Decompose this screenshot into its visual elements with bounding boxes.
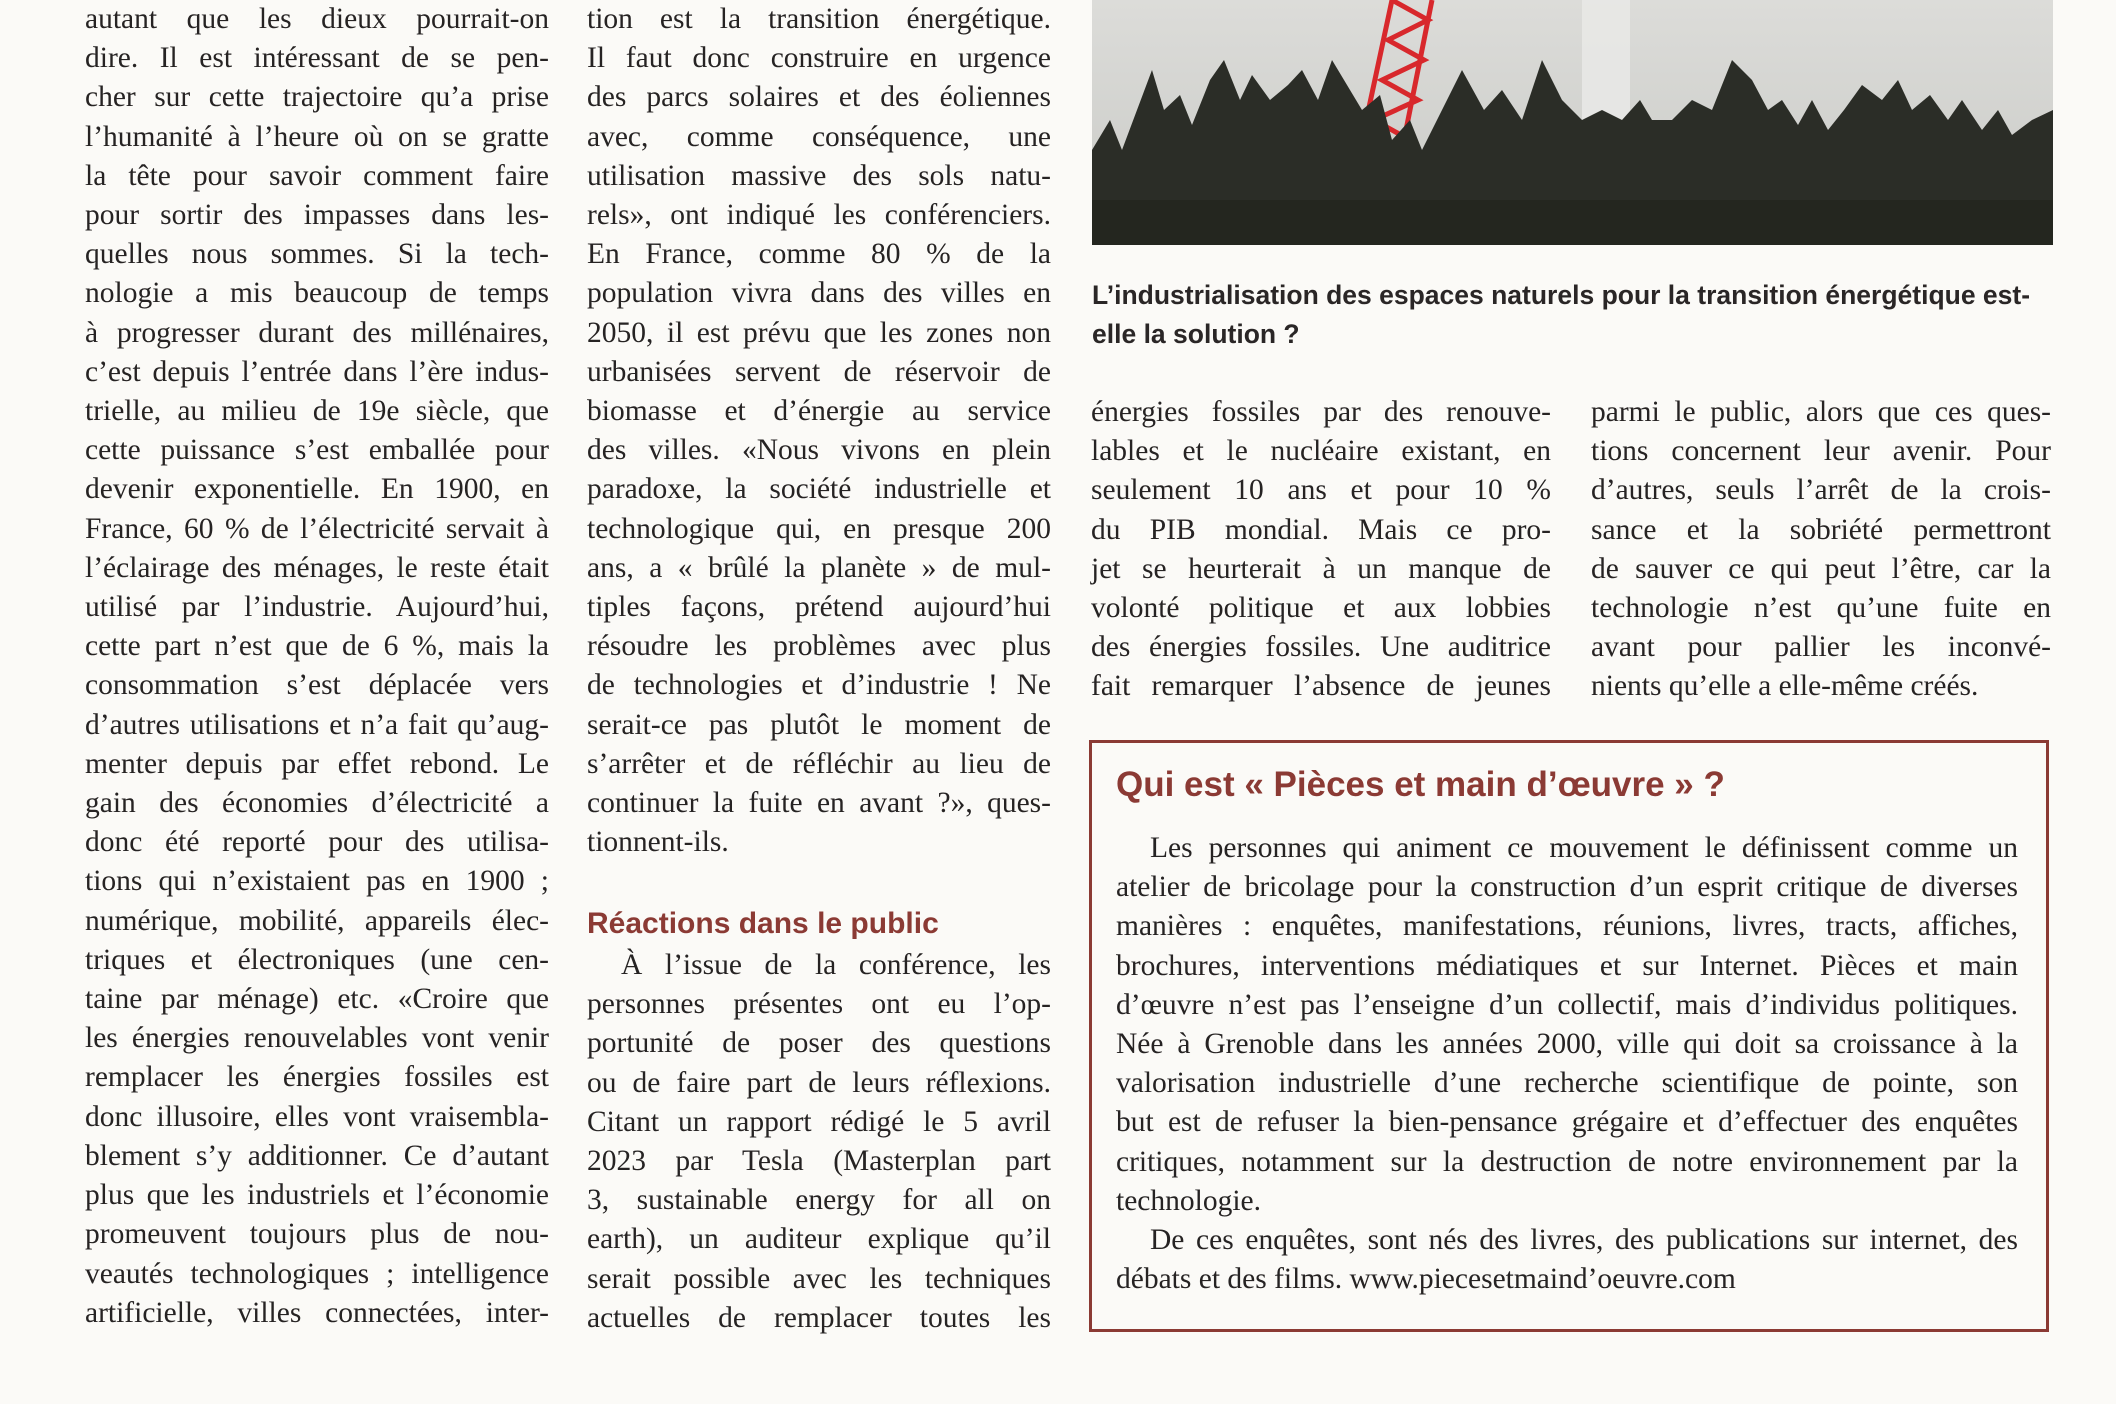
text-line: autant que les dieux pourrait-on xyxy=(85,3,549,35)
text-line: cette puissance s’est emballée pour xyxy=(85,434,549,467)
info-box-body xyxy=(1116,829,2018,1299)
text-line: tiples façons, prétend aujourd’hui xyxy=(587,591,1051,624)
text-line: tionnent-ils. xyxy=(587,826,729,859)
article-column-2-continued xyxy=(587,946,1051,1338)
text-line: earth), un auditeur explique qu’il xyxy=(587,1223,1051,1256)
text-line: dire. Il est intéressant de se pen- xyxy=(85,42,549,75)
text-line: 2023 par Tesla (Masterplan part xyxy=(587,1145,1051,1178)
text-line: sance et la sobriété permettront xyxy=(1591,513,2051,546)
text-line: but est de refuser la bien-pensance grégaire et d’effectuer des enquêtes xyxy=(1116,1106,2018,1139)
text-line: paradoxe, la société industrielle et xyxy=(587,473,1051,506)
text-line: remplacer les énergies fossiles est xyxy=(85,1061,549,1094)
photo-caption: L’industrialisation des espaces naturels pour la transition énergétique est-elle la solution ? xyxy=(1092,280,2031,349)
article-column-3 xyxy=(1091,393,1551,707)
text-line: des villes. «Nous vivons en plein xyxy=(587,434,1051,467)
text-line: serait-ce pas plutôt le moment de xyxy=(587,708,1051,741)
text-line: résoudre les problèmes avec plus xyxy=(587,630,1051,663)
text-line: technologie n’est qu’une fuite en xyxy=(1591,592,2051,625)
text-line: France, 60 % de l’électricité servait à xyxy=(85,512,549,545)
text-line: s’arrêter et de réfléchir au lieu de xyxy=(587,747,1051,780)
text-line: seulement 10 ans et pour 10 % xyxy=(1091,474,1551,507)
text-line: fait remarquer l’absence de jeunes xyxy=(1091,670,1551,703)
section-subheading: Réactions dans le public xyxy=(587,907,939,940)
text-line: menter depuis par effet rebond. Le xyxy=(85,747,549,780)
text-line: débats et des films. www.piecesetmaind’oeuvre.com xyxy=(1116,1263,1736,1296)
text-line: 2050, il est prévu que les zones non xyxy=(587,316,1051,349)
text-line: actuelles de remplacer toutes les xyxy=(587,1301,1051,1334)
text-line: taine par ménage) etc. «Croire que xyxy=(85,983,549,1016)
text-line: trielle, au milieu de 19e siècle, que xyxy=(85,395,549,428)
text-line: des énergies fossiles. Une auditrice xyxy=(1091,631,1551,664)
text-line: portunité de poser des questions xyxy=(587,1027,1051,1060)
text-line: lables et le nucléaire existant, en xyxy=(1091,435,1551,468)
text-line: la tête pour savoir comment faire xyxy=(85,159,549,192)
text-line: des parcs solaires et des éoliennes xyxy=(587,81,1051,114)
text-line: De ces enquêtes, sont nés des livres, des publications sur internet, des xyxy=(1150,1224,2018,1257)
info-box-paragraph-2 xyxy=(1116,1221,2018,1299)
text-line: à progresser durant des millénaires, xyxy=(85,316,549,349)
info-box-paragraph-1 xyxy=(1116,829,2018,1221)
text-line: blement s’y additionner. Ce d’autant xyxy=(85,1139,549,1172)
text-line: technologique qui, en presque 200 xyxy=(587,512,1051,545)
text-line: gain des économies d’électricité a xyxy=(85,787,549,820)
text-line: veautés technologiques ; intelligence xyxy=(85,1257,549,1290)
text-line: continuer la fuite en avant ?», ques- xyxy=(587,787,1051,820)
article-column-2 xyxy=(587,0,1051,862)
text-line: nologie a mis beaucoup de temps xyxy=(85,277,549,310)
text-line: valorisation industrielle d’une recherche scientifique de pointe, son xyxy=(1116,1067,2018,1100)
text-line: Les personnes qui animent ce mouvement le définissent comme un xyxy=(1150,832,2018,864)
text-line: brochures, interventions médiatiques et sur Internet. Pièces et main xyxy=(1116,949,2018,982)
text-line: manières : enquêtes, manifestations, réunions, livres, tracts, affiches, xyxy=(1116,910,2018,943)
text-line: de sauver ce qui peut l’être, car la xyxy=(1591,552,2051,585)
article-column-1 xyxy=(85,0,549,1333)
text-line: l’éclairage des ménages, le reste était xyxy=(85,551,549,584)
text-line: promeuvent toujours plus de nou- xyxy=(85,1218,549,1251)
text-line: consommation s’est déplacée vers xyxy=(85,669,549,702)
text-line: triques et électroniques (une cen- xyxy=(85,943,549,976)
text-line: rels», ont indiqué les conférenciers. xyxy=(587,199,1051,232)
text-line: nients qu’elle a elle-même créés. xyxy=(1591,670,1979,703)
text-line: artificielle, villes connectées, inter- xyxy=(85,1296,549,1329)
text-line: l’humanité à l’heure où on se gratte xyxy=(85,120,549,153)
text-line: cher sur cette trajectoire qu’a prise xyxy=(85,81,549,114)
text-line: atelier de bricolage pour la construction d’un esprit critique de diverses xyxy=(1116,871,2018,904)
wind-turbine-photo xyxy=(1092,0,2053,245)
text-line: technologie. xyxy=(1116,1184,1261,1217)
info-box-title: Qui est « Pièces et main d’œuvre » ? xyxy=(1116,765,1725,804)
text-line: donc illusoire, elles vont vraisembla- xyxy=(85,1100,549,1133)
text-line: cette part n’est que de 6 %, mais la xyxy=(85,630,549,663)
text-line: d’autres, seuls l’arrêt de la crois- xyxy=(1591,474,2051,507)
text-line: utilisation massive des sols natu- xyxy=(587,159,1051,192)
text-line: du PIB mondial. Mais ce pro- xyxy=(1091,513,1551,546)
text-line: volonté politique et aux lobbies xyxy=(1091,592,1551,625)
text-line: tion est la transition énergétique. xyxy=(587,3,1051,35)
text-line: avant pour pallier les inconvé- xyxy=(1591,631,2051,664)
text-line: tions qui n’existaient pas en 1900 ; xyxy=(85,865,549,898)
article-column-4 xyxy=(1591,393,2051,707)
text-line: avec, comme conséquence, une xyxy=(587,120,1051,153)
text-line: biomasse et d’énergie au service xyxy=(587,395,1051,428)
text-line: jet se heurterait à un manque de xyxy=(1091,552,1551,585)
text-line: urbanisées servent de réservoir de xyxy=(587,355,1051,388)
text-line: serait possible avec les techniques xyxy=(587,1262,1051,1295)
text-line: d’autres utilisations et n’a fait qu’aug- xyxy=(85,708,549,741)
text-line: numérique, mobilité, appareils élec- xyxy=(85,904,549,937)
text-line: À l’issue de la conférence, les xyxy=(621,949,1051,981)
text-line: énergies fossiles par des renouve- xyxy=(1091,396,1551,428)
text-line: Il faut donc construire en urgence xyxy=(587,42,1051,75)
text-line: donc été reporté pour des utilisa- xyxy=(85,826,549,859)
text-line: critiques, notamment sur la destruction de notre environnement par la xyxy=(1116,1145,2018,1178)
text-line: c’est depuis l’entrée dans l’ère indus- xyxy=(85,355,549,388)
text-line: quelles nous sommes. Si la tech- xyxy=(85,238,549,271)
text-line: personnes présentes ont eu l’op- xyxy=(587,988,1051,1021)
text-line: Née à Grenoble dans les années 2000, ville qui doit sa croissance à la xyxy=(1116,1028,2018,1061)
text-line: parmi le public, alors que ces ques- xyxy=(1591,396,2051,428)
text-line: ans, a « brûlé la planète » de mul- xyxy=(587,551,1051,584)
forest-crane-image xyxy=(1092,0,2053,245)
text-line: les énergies renouvelables vont venir xyxy=(85,1022,549,1055)
text-line: de technologies et d’industrie ! Ne xyxy=(587,669,1051,702)
text-line: plus que les industriels et l’économie xyxy=(85,1179,549,1212)
text-line: 3, sustainable energy for all on xyxy=(587,1184,1051,1217)
text-line: pour sortir des impasses dans les- xyxy=(85,199,549,232)
text-line: population vivra dans des villes en xyxy=(587,277,1051,310)
info-box xyxy=(1089,740,2049,1332)
text-line: En France, comme 80 % de la xyxy=(587,238,1051,271)
text-line: devenir exponentielle. En 1900, en xyxy=(85,473,549,506)
text-line: d’œuvre n’est pas l’enseigne d’un collectif, mais d’individus politiques. xyxy=(1116,988,2018,1021)
text-line: utilisé par l’industrie. Aujourd’hui, xyxy=(85,591,549,624)
text-line: tions concernent leur avenir. Pour xyxy=(1591,435,2051,468)
text-line: Citant un rapport rédigé le 5 avril xyxy=(587,1105,1051,1138)
text-line: ou de faire part de leurs réflexions. xyxy=(587,1066,1051,1099)
